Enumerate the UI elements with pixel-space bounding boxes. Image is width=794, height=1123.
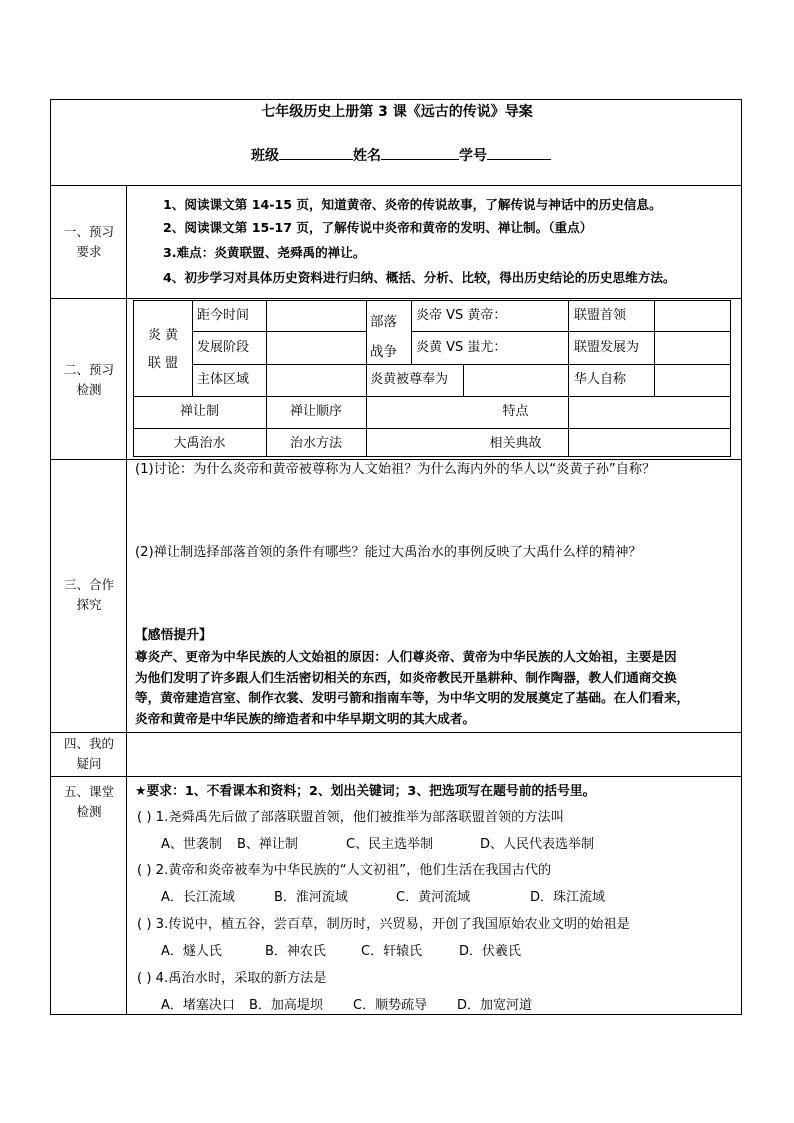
test-question-4: ( ) 4.禹治水时，采取的新方法是 (137, 971, 327, 986)
option: C．轩辕氏 (361, 944, 423, 959)
row-divider (50, 776, 742, 777)
section-label-preview-requirements: 一、预习 要求 (63, 224, 114, 259)
grid-line (192, 364, 366, 365)
option: A、世袭制 (161, 837, 222, 852)
cell-tribe-war: 部落 战争 (370, 314, 397, 360)
grid-line (366, 364, 731, 365)
alliance-label: 炎 黄 联 盟 (147, 328, 179, 371)
requirement-item: 4、初步学习对具体历史资料进行归纳、概括、分析、比较，得出历史结论的历史思维方法。 (163, 270, 676, 285)
section-label-questions: 四、我的 疑问 (63, 736, 114, 771)
cell-chinese-name: 华人自称 (574, 372, 627, 387)
name-blank[interactable] (381, 145, 459, 160)
discussion-question-1: (1)讨论：为什么炎帝和黄帝被尊称为人文始祖？为什么海内外的华人以“炎黄子孙”自称？ (135, 462, 656, 477)
grid-line (366, 300, 367, 396)
grid-line (133, 428, 731, 429)
cell-yanhuang-vs-chiyou: 炎黄 VS 蚩尤： (416, 340, 507, 355)
option: B．淮河流域 (274, 890, 348, 905)
option: C、民主选举制 (346, 837, 434, 852)
section-label-preview-check: 二、预习 检测 (63, 362, 114, 397)
test-options-4 (161, 998, 532, 1014)
option: A．堵塞决口 (161, 998, 235, 1013)
test-question-1: ( ) 1.尧舜禹先后做了部落联盟首领，他们被推举为部落联盟首领的方法叫 (137, 810, 564, 825)
requirement-item: 2、阅读课文第 15-17 页，了解传说中炎帝和黄帝的发明、禅让制。（重点） (163, 220, 593, 235)
section-label-cooperation: 三、合作 探究 (63, 577, 114, 612)
cell-features: 特点 (502, 404, 529, 419)
grid-line (266, 300, 267, 396)
grid-line (463, 364, 464, 396)
row-divider (50, 459, 742, 460)
row-divider (50, 732, 742, 733)
discussion-question-2: (2)禅让制选择部落首领的条件有哪些？能过大禹治水的事例反映了大禹什么样的精神？ (135, 545, 642, 560)
cell-development: 联盟发展为 (574, 340, 640, 355)
grid-line (654, 300, 655, 396)
insight-title: 【感悟提升】 (135, 628, 212, 643)
requirement-item: 3.难点：炎黄联盟、尧舜禹的禅让。 (163, 245, 366, 260)
cell-allusions: 相关典故 (489, 436, 542, 451)
cell-yan-vs-huang: 炎帝 VS 黄帝： (416, 308, 507, 323)
option: B、禅让制 (237, 837, 298, 852)
test-options-3 (161, 944, 521, 960)
class-label: 班级 (251, 148, 279, 164)
cell-distance: 距今时间 (197, 308, 250, 323)
option: D．伏羲氏 (459, 944, 522, 959)
name-label: 姓名 (353, 148, 381, 164)
grid-line (192, 300, 193, 396)
option: A．长江流域 (161, 890, 235, 905)
option: B．加高堤坝 (249, 998, 323, 1013)
test-question-3: ( ) 3.传说中，植五谷，尝百草，制历时，兴贸易，开创了我国原始农业文明的始祖是 (137, 917, 630, 932)
option: C．顺势疏导 (353, 998, 428, 1013)
requirement-item: 1、阅读课文第 14-15 页，知道黄帝、炎帝的传说故事，了解传说与神话中的历史信息。 (163, 197, 662, 212)
test-options-1 (161, 837, 594, 853)
cell-honored-as: 炎黄被尊奉为 (370, 372, 449, 387)
cell-dayu: 大禹治水 (173, 436, 226, 451)
grid-line (366, 396, 367, 457)
option: A．燧人氏 (161, 944, 222, 959)
cell-abdication-order: 禅让顺序 (289, 404, 342, 419)
row-divider (50, 185, 742, 186)
row-divider (50, 298, 742, 299)
option: D．加宽河道 (457, 998, 533, 1013)
grid-line (411, 300, 412, 364)
grid-line (411, 331, 731, 332)
option: B．神农氏 (265, 944, 326, 959)
option: C．黄河流域 (396, 890, 471, 905)
test-question-2: ( ) 2.黄帝和炎帝被奉为中华民族的“人文初祖”，他们生活在我国古代的 (137, 863, 552, 878)
class-blank[interactable] (279, 145, 353, 160)
cell-area: 主体区域 (197, 372, 250, 387)
cell-leader: 联盟首领 (574, 308, 627, 323)
test-requirement: ★要求：1、不看课本和资料；2、划出关键词；3、把选项写在题号前的括号里。 (135, 784, 596, 799)
grid-line (568, 396, 569, 457)
label-column-divider (126, 185, 127, 1015)
option: D．珠江流域 (530, 890, 606, 905)
student-info-line (251, 145, 551, 164)
number-label: 学号 (459, 148, 487, 164)
option: D、人民代表选举制 (480, 837, 595, 852)
grid-line (133, 396, 731, 397)
page-title: 七年级历史上册第 3 课《远古的传说》导案 (261, 104, 533, 120)
test-options-2 (161, 890, 605, 906)
section-label-class-test: 五、课堂 检测 (63, 784, 114, 819)
grid-line (192, 331, 366, 332)
grid-line (568, 300, 569, 396)
cell-stage: 发展阶段 (197, 340, 250, 355)
cell-abdication: 禅让制 (179, 404, 219, 419)
insight-paragraph: 尊炎产、更帝为中华民族的人文始祖的原因：人们尊炎帝、黄帝为中华民族的人文始祖，主要是因 为他们发明了许多跟人们生活密切相关的东西，如炎帝教民开垦耕种、制作陶器，教人们通商交换 等，黄帝建造宫室、制作衣裳、发明弓箭和指南车等，为中华文明的发展奠定了基础。在人们看来， 炎帝和黄帝是中华民族的缔造者和中华早期文明的其大成者。 (135, 649, 690, 726)
cell-flood-method: 治水方法 (289, 436, 342, 451)
number-blank[interactable] (487, 145, 551, 160)
